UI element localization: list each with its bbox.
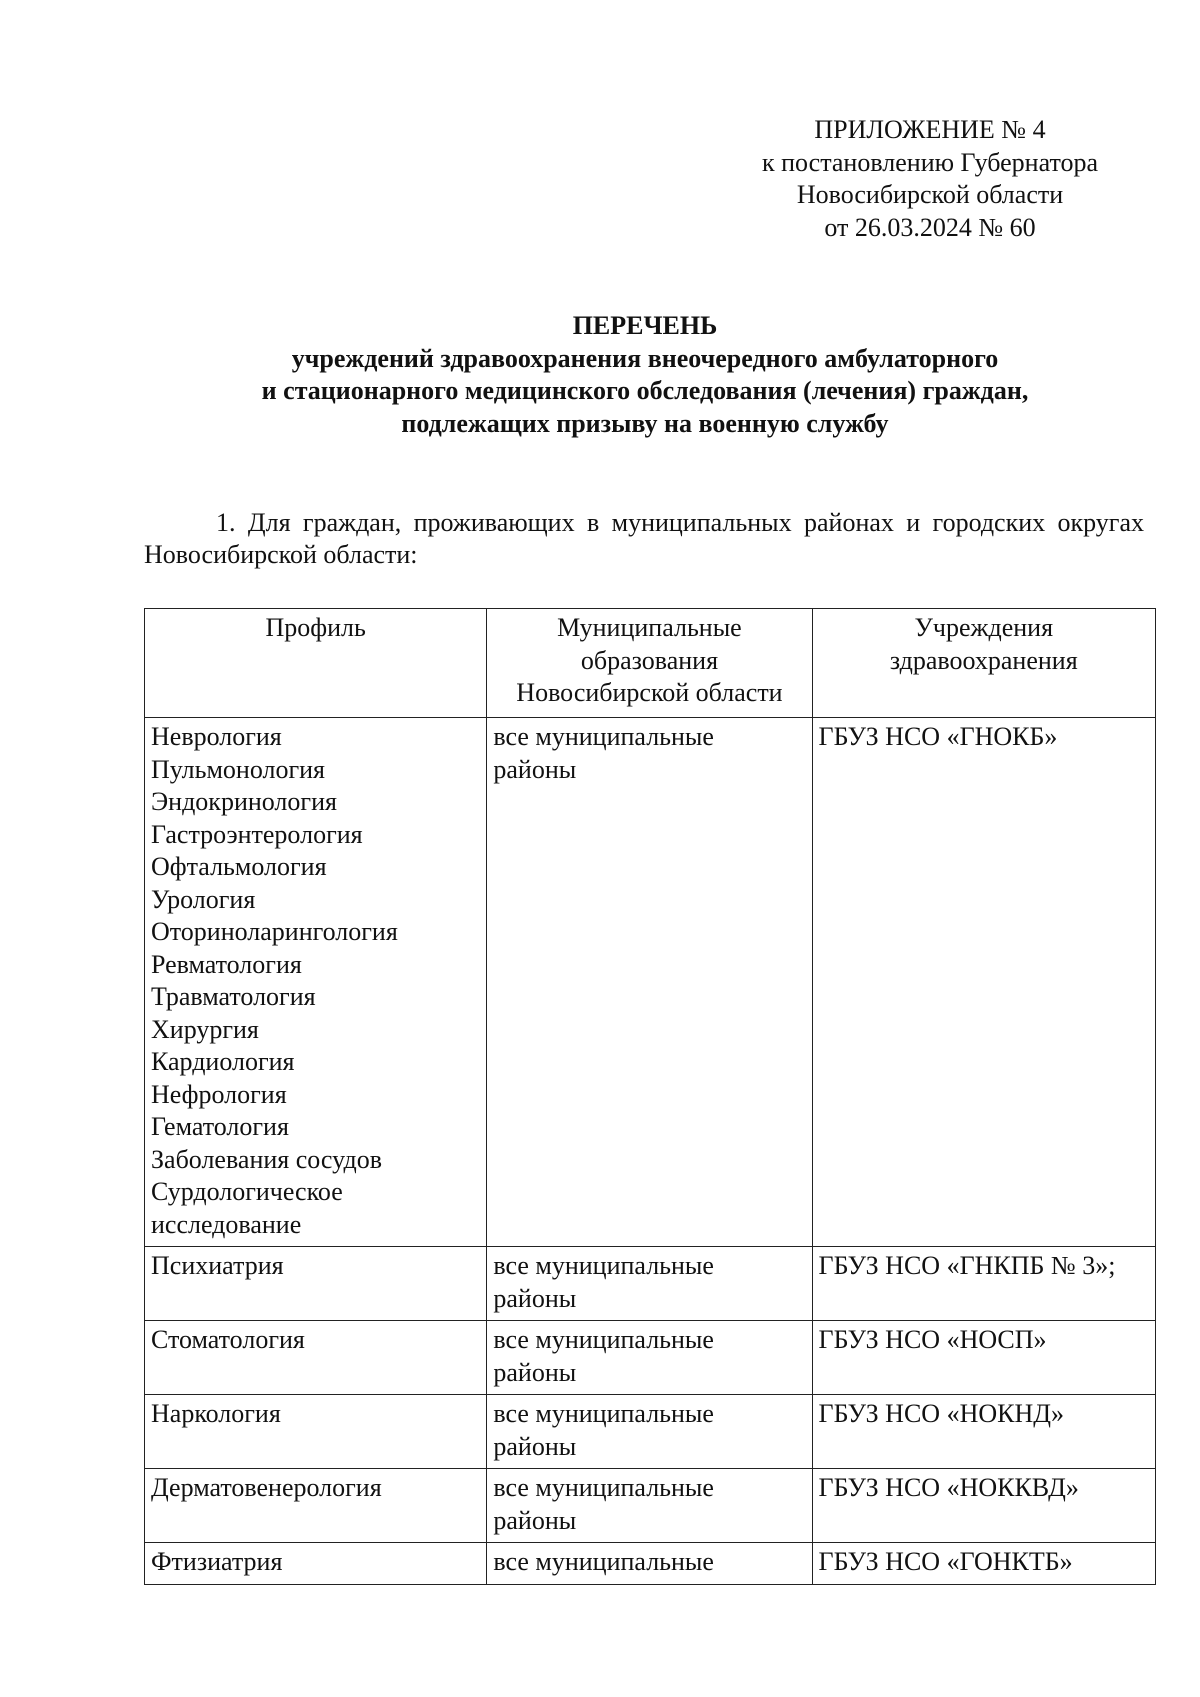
title-line: и стационарного медицинского обследования (лечения) граждан,	[261, 376, 1029, 405]
cell-municipal: все муниципальные районы	[487, 1469, 812, 1543]
institutions-table	[144, 608, 1156, 1585]
cell-institution: ГБУЗ НСО «НОКНД»	[812, 1395, 1155, 1469]
header-profile: Профиль	[145, 609, 487, 718]
cell-municipal: все муниципальные районы	[487, 1321, 812, 1395]
table-row	[145, 1469, 1156, 1543]
header-institution: Учреждения здравоохранения	[812, 609, 1155, 718]
cell-institution: ГБУЗ НСО «НОККВД»	[812, 1469, 1155, 1543]
table-row	[145, 1247, 1156, 1321]
cell-profile: Психиатрия	[145, 1247, 487, 1321]
table-row	[145, 1321, 1156, 1395]
cell-profile: Дерматовенерология	[145, 1469, 487, 1543]
title-heading: ПЕРЕЧЕНЬ	[572, 311, 718, 340]
table-row	[145, 1543, 1156, 1585]
appendix-line: от 26.03.2024 № 60	[824, 212, 1036, 242]
title-line: подлежащих призыву на военную службу	[401, 408, 889, 438]
document-title	[130, 310, 1160, 440]
cell-profile: Фтизиатрия	[145, 1543, 487, 1585]
header-municipal: Муниципальные образования Новосибирской области	[487, 609, 812, 718]
cell-profile: Неврология Пульмонология Эндокринология Гастроэнтерология Офтальмология Урология Оториноларингология Ревматология Травматология Хирургия Кардиология Нефрология Гематология Заболевания сосудов Сурдологическое исследование	[145, 718, 487, 1247]
table-row	[145, 718, 1156, 1247]
cell-profile: Наркология	[145, 1395, 487, 1469]
cell-institution: ГБУЗ НСО «НОСП»	[812, 1321, 1155, 1395]
cell-municipal: все муниципальные	[487, 1543, 812, 1585]
cell-municipal: все муниципальные районы	[487, 1395, 812, 1469]
appendix-line: Новосибирской области	[796, 180, 1064, 209]
cell-institution: ГБУЗ НСО «ГОНКТБ»	[812, 1543, 1155, 1585]
cell-profile: Стоматология	[145, 1321, 487, 1395]
table-header-row	[145, 609, 1156, 718]
intro-paragraph: 1. Для граждан, проживающих в муниципальных районах и городских округах Новосибирской области:	[144, 508, 1144, 569]
cell-institution: ГБУЗ НСО «ГНКПБ № 3»;	[812, 1247, 1155, 1321]
appendix-line: к постановлению Губернатора	[761, 147, 1099, 177]
cell-municipal: все муниципальные районы	[487, 718, 812, 1247]
title-line: учреждений здравоохранения внеочередного амбулаторного	[291, 343, 999, 373]
cell-institution: ГБУЗ НСО «ГНОКБ»	[812, 718, 1155, 1247]
table-row	[145, 1395, 1156, 1469]
appendix-block	[700, 114, 1160, 244]
cell-municipal: все муниципальные районы	[487, 1247, 812, 1321]
appendix-line: ПРИЛОЖЕНИЕ № 4	[814, 115, 1046, 144]
